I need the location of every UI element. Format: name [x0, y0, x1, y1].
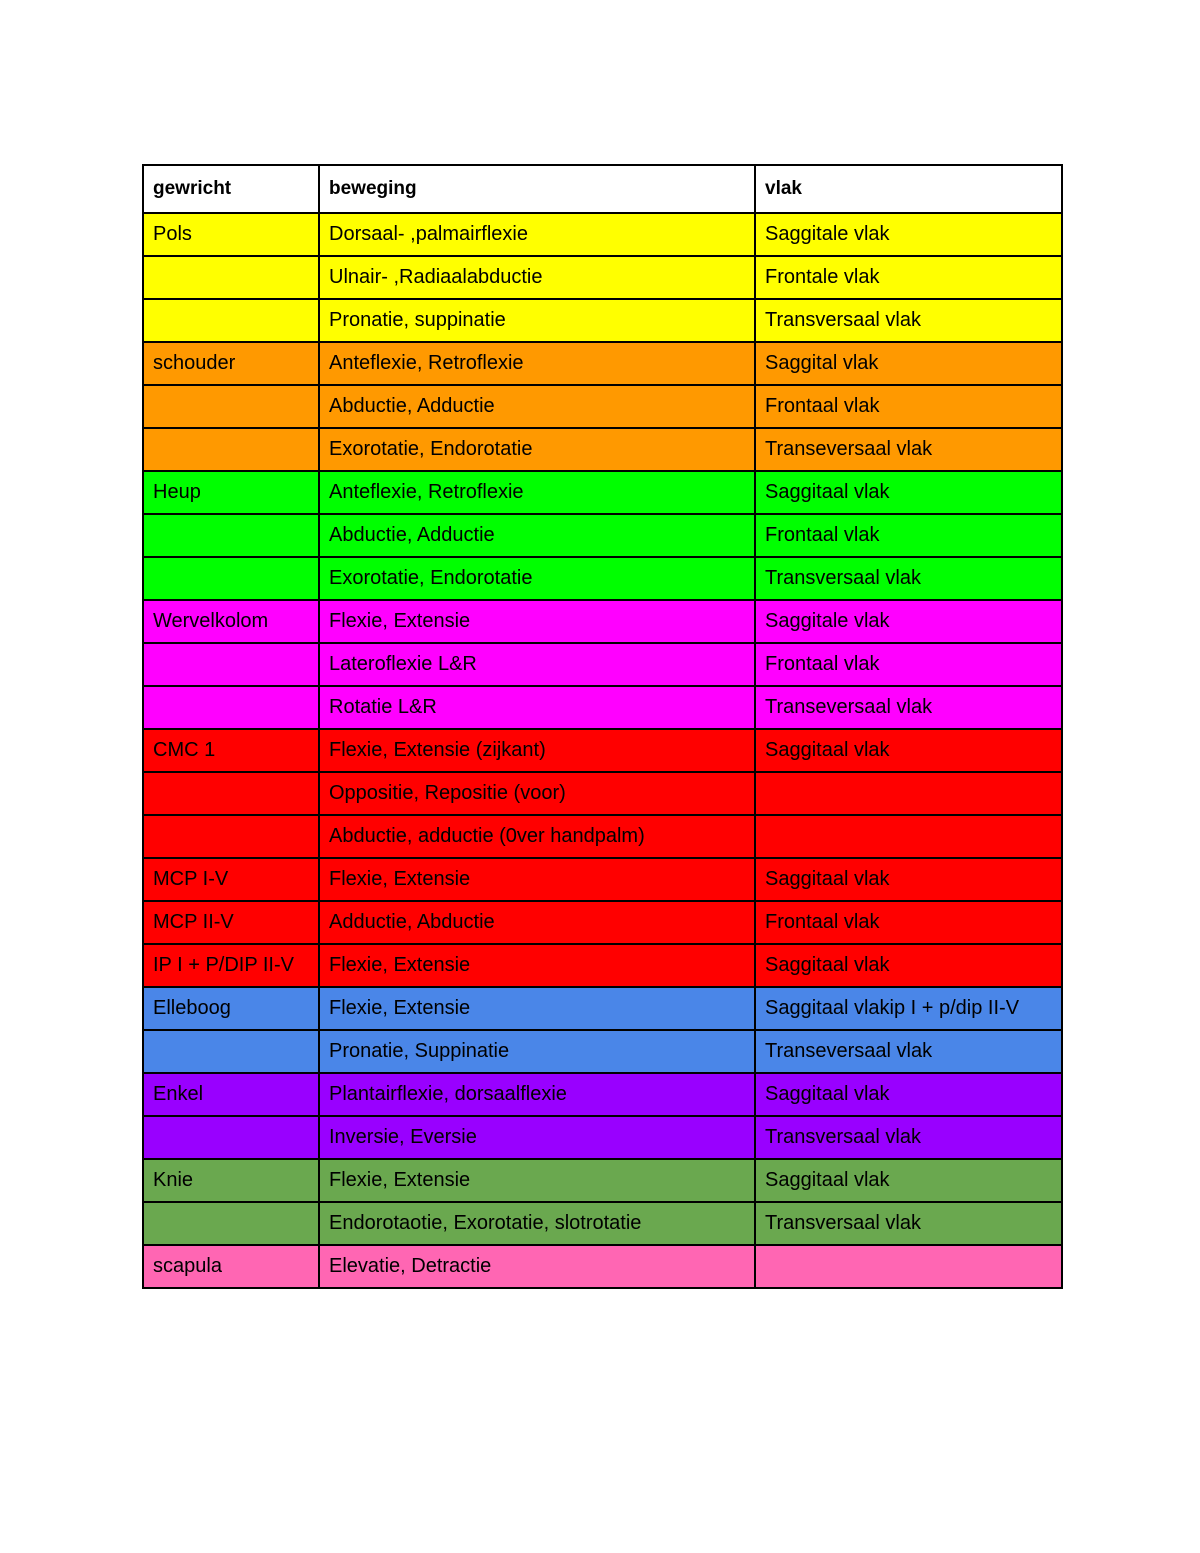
cell-beweging: Flexie, Extensie: [319, 1159, 755, 1202]
cell-vlak: [755, 772, 1062, 815]
table-row: [143, 342, 1062, 385]
cell-vlak: Frontaal vlak: [755, 901, 1062, 944]
cell-gewricht: Pols: [143, 213, 319, 256]
cell-gewricht: [143, 1116, 319, 1159]
cell-gewricht: [143, 643, 319, 686]
cell-gewricht: schouder: [143, 342, 319, 385]
header-gewricht: gewricht: [143, 165, 319, 213]
cell-gewricht: [143, 385, 319, 428]
cell-beweging: Lateroflexie L&R: [319, 643, 755, 686]
header-beweging: beweging: [319, 165, 755, 213]
cell-beweging: Plantairflexie, dorsaalflexie: [319, 1073, 755, 1116]
cell-vlak: Saggitaal vlak: [755, 1073, 1062, 1116]
cell-beweging: Dorsaal- ,palmairflexie: [319, 213, 755, 256]
cell-gewricht: [143, 256, 319, 299]
cell-vlak: [755, 815, 1062, 858]
cell-vlak: Saggitaal vlak: [755, 471, 1062, 514]
table-row: [143, 1245, 1062, 1288]
cell-beweging: Elevatie, Detractie: [319, 1245, 755, 1288]
cell-vlak: Saggitaal vlak: [755, 858, 1062, 901]
cell-beweging: Rotatie L&R: [319, 686, 755, 729]
table-row: [143, 428, 1062, 471]
cell-beweging: Endorotaotie, Exorotatie, slotrotatie: [319, 1202, 755, 1245]
table-row: [143, 901, 1062, 944]
table-row: [143, 858, 1062, 901]
table-row: [143, 600, 1062, 643]
cell-gewricht: [143, 557, 319, 600]
cell-vlak: Transeversaal vlak: [755, 1030, 1062, 1073]
cell-gewricht: IP I + P/DIP II-V: [143, 944, 319, 987]
cell-beweging: Inversie, Eversie: [319, 1116, 755, 1159]
cell-beweging: Abductie, adductie (0ver handpalm): [319, 815, 755, 858]
table-row: [143, 514, 1062, 557]
cell-gewricht: Heup: [143, 471, 319, 514]
cell-gewricht: [143, 1202, 319, 1245]
cell-gewricht: Enkel: [143, 1073, 319, 1116]
cell-beweging: Abductie, Adductie: [319, 385, 755, 428]
cell-gewricht: [143, 299, 319, 342]
cell-beweging: Flexie, Extensie: [319, 987, 755, 1030]
table-row: [143, 815, 1062, 858]
cell-gewricht: [143, 428, 319, 471]
cell-gewricht: [143, 514, 319, 557]
cell-gewricht: CMC 1: [143, 729, 319, 772]
table-header: [143, 165, 1062, 213]
table-row: [143, 1073, 1062, 1116]
cell-gewricht: [143, 686, 319, 729]
cell-beweging: Pronatie, Suppinatie: [319, 1030, 755, 1073]
table-row: [143, 1030, 1062, 1073]
cell-gewricht: Knie: [143, 1159, 319, 1202]
joint-movement-table: [142, 164, 1063, 1289]
cell-gewricht: scapula: [143, 1245, 319, 1288]
cell-beweging: Flexie, Extensie: [319, 944, 755, 987]
cell-beweging: Oppositie, Repositie (voor): [319, 772, 755, 815]
cell-vlak: Transeversaal vlak: [755, 686, 1062, 729]
table-row: [143, 471, 1062, 514]
table-row: [143, 299, 1062, 342]
cell-gewricht: [143, 815, 319, 858]
cell-beweging: Anteflexie, Retroflexie: [319, 342, 755, 385]
cell-gewricht: MCP I-V: [143, 858, 319, 901]
table-row: [143, 213, 1062, 256]
table-body: [143, 213, 1062, 1288]
table-row: [143, 1159, 1062, 1202]
cell-vlak: Frontaal vlak: [755, 514, 1062, 557]
cell-vlak: Saggitaal vlak: [755, 729, 1062, 772]
cell-beweging: Exorotatie, Endorotatie: [319, 428, 755, 471]
table-row: [143, 987, 1062, 1030]
table-row: [143, 729, 1062, 772]
table-row: [143, 643, 1062, 686]
header-row: [143, 165, 1062, 213]
cell-beweging: Flexie, Extensie: [319, 858, 755, 901]
table-row: [143, 557, 1062, 600]
table-row: [143, 256, 1062, 299]
cell-beweging: Exorotatie, Endorotatie: [319, 557, 755, 600]
cell-beweging: Pronatie, suppinatie: [319, 299, 755, 342]
cell-vlak: Transversaal vlak: [755, 1202, 1062, 1245]
table-row: [143, 1116, 1062, 1159]
cell-vlak: Saggitaal vlak: [755, 1159, 1062, 1202]
table-row: [143, 385, 1062, 428]
cell-beweging: Adductie, Abductie: [319, 901, 755, 944]
cell-vlak: Transversaal vlak: [755, 1116, 1062, 1159]
cell-vlak: Saggitale vlak: [755, 600, 1062, 643]
cell-vlak: Transversaal vlak: [755, 557, 1062, 600]
cell-vlak: Saggitaal vlakip I + p/dip II-V: [755, 987, 1062, 1030]
cell-vlak: Transeversaal vlak: [755, 428, 1062, 471]
cell-vlak: Frontaal vlak: [755, 385, 1062, 428]
table-row: [143, 1202, 1062, 1245]
cell-gewricht: Elleboog: [143, 987, 319, 1030]
cell-beweging: Anteflexie, Retroflexie: [319, 471, 755, 514]
cell-vlak: [755, 1245, 1062, 1288]
table-row: [143, 944, 1062, 987]
cell-vlak: Transversaal vlak: [755, 299, 1062, 342]
cell-gewricht: MCP II-V: [143, 901, 319, 944]
cell-beweging: Flexie, Extensie (zijkant): [319, 729, 755, 772]
cell-vlak: Saggital vlak: [755, 342, 1062, 385]
cell-gewricht: Wervelkolom: [143, 600, 319, 643]
cell-gewricht: [143, 1030, 319, 1073]
cell-beweging: Ulnair- ,Radiaalabductie: [319, 256, 755, 299]
table-row: [143, 772, 1062, 815]
joint-movement-table-container: [142, 164, 1061, 1289]
header-vlak: vlak: [755, 165, 1062, 213]
cell-beweging: Flexie, Extensie: [319, 600, 755, 643]
cell-beweging: Abductie, Adductie: [319, 514, 755, 557]
table-row: [143, 686, 1062, 729]
cell-vlak: Frontaal vlak: [755, 643, 1062, 686]
cell-vlak: Saggitale vlak: [755, 213, 1062, 256]
cell-gewricht: [143, 772, 319, 815]
cell-vlak: Frontale vlak: [755, 256, 1062, 299]
cell-vlak: Saggitaal vlak: [755, 944, 1062, 987]
